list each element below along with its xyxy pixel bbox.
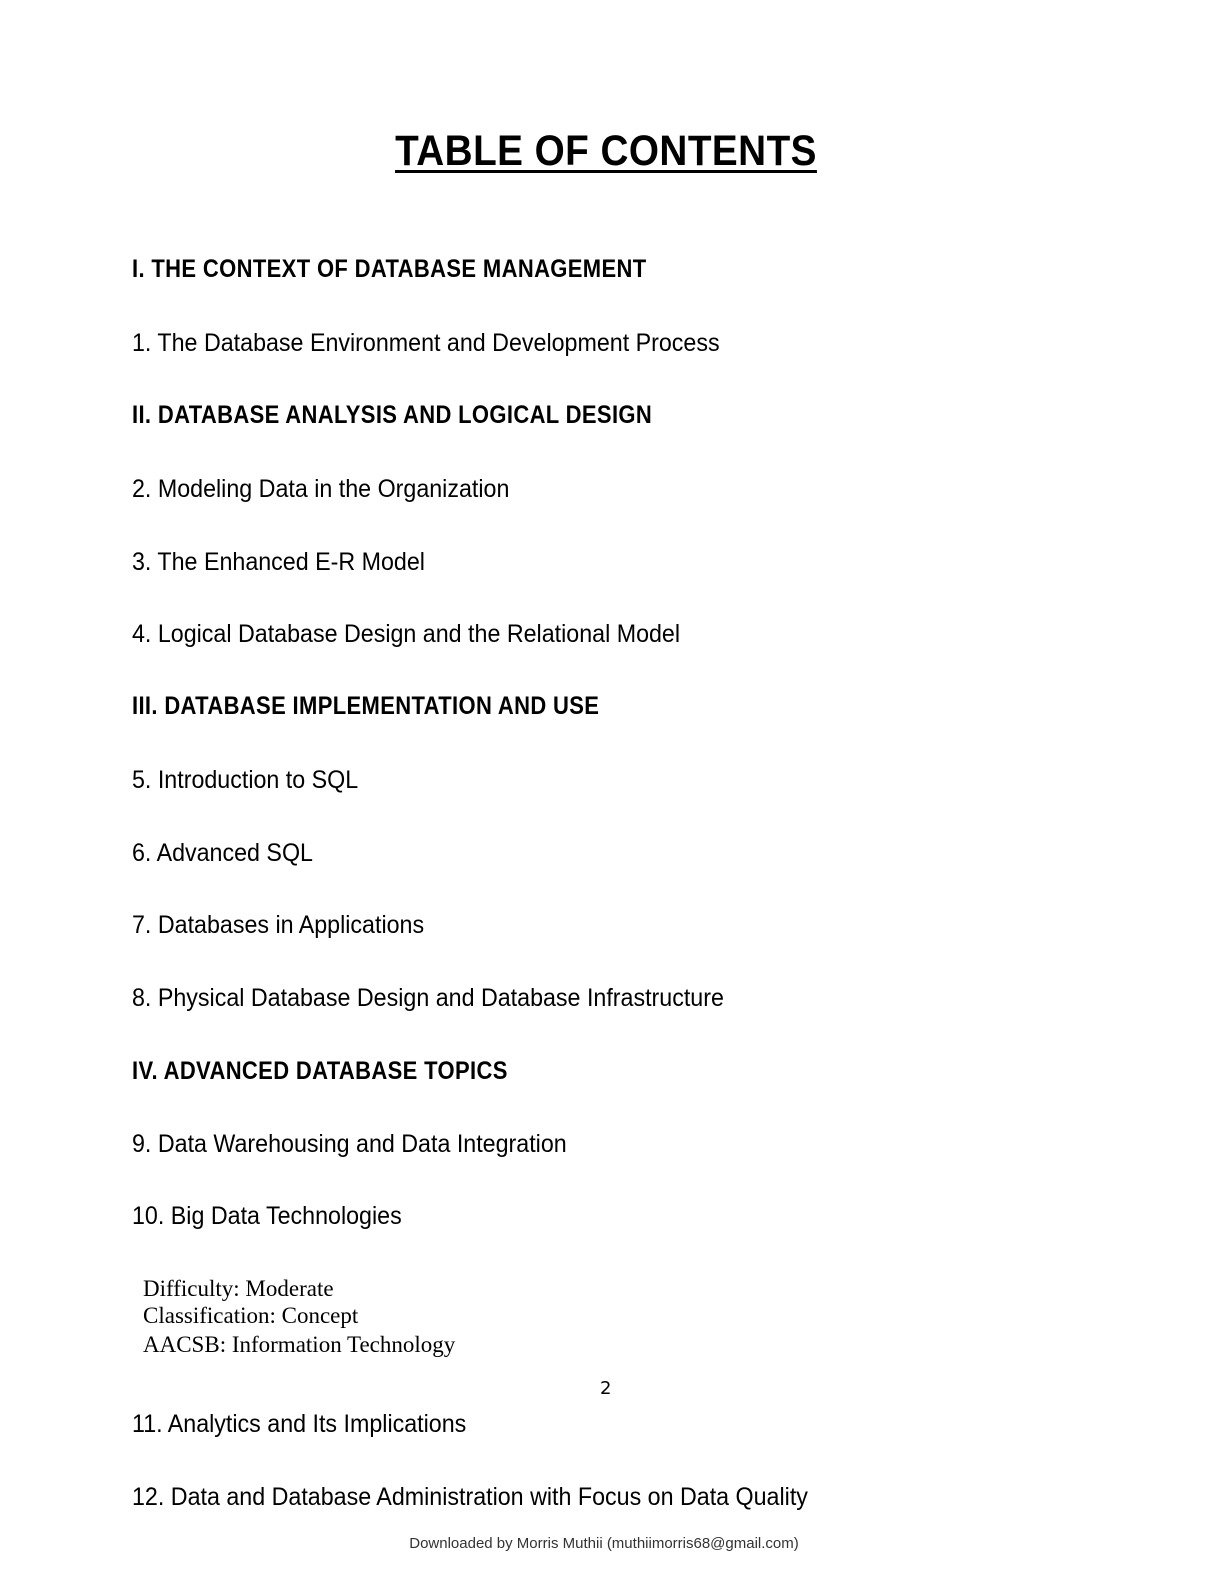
- chapter-9: 9. Data Warehousing and Data Integration: [132, 1130, 567, 1158]
- part-heading-3: III. DATABASE IMPLEMENTATION AND USE: [132, 692, 600, 720]
- chapter-4: 4. Logical Database Design and the Relational Model: [132, 620, 681, 648]
- chapter-7: 7. Databases in Applications: [132, 911, 425, 939]
- chapter-8: 8. Physical Database Design and Database Infrastructure: [132, 984, 724, 1012]
- download-footer: Downloaded by Morris Muthii (muthiimorris68@gmail.com): [409, 1535, 799, 1552]
- part-heading-4: IV. ADVANCED DATABASE TOPICS: [132, 1057, 508, 1085]
- chapter-5: 5. Introduction to SQL: [132, 766, 359, 794]
- classification-line: Classification: Concept: [143, 1303, 359, 1328]
- chapter-11: 11. Analytics and Its Implications: [132, 1410, 467, 1438]
- page-number: 2: [600, 1378, 612, 1399]
- chapter-10: 10. Big Data Technologies: [132, 1202, 402, 1230]
- chapter-2: 2. Modeling Data in the Organization: [132, 475, 510, 503]
- page-title-text: TABLE OF CONTENTS: [395, 127, 817, 175]
- aacsb-line: AACSB: Information Technology: [143, 1332, 456, 1357]
- difficulty-line: Difficulty: Moderate: [143, 1276, 334, 1301]
- chapter-6: 6. Advanced SQL: [132, 839, 313, 867]
- page-title: [61, 125, 1152, 177]
- part-heading-1: I. THE CONTEXT OF DATABASE MANAGEMENT: [132, 255, 647, 283]
- chapter-3: 3. The Enhanced E-R Model: [132, 548, 425, 576]
- part-heading-2: II. DATABASE ANALYSIS AND LOGICAL DESIGN: [132, 401, 653, 429]
- chapter-1: 1. The Database Environment and Development Process: [132, 329, 720, 357]
- chapter-12: 12. Data and Database Administration with Focus on Data Quality: [132, 1483, 808, 1511]
